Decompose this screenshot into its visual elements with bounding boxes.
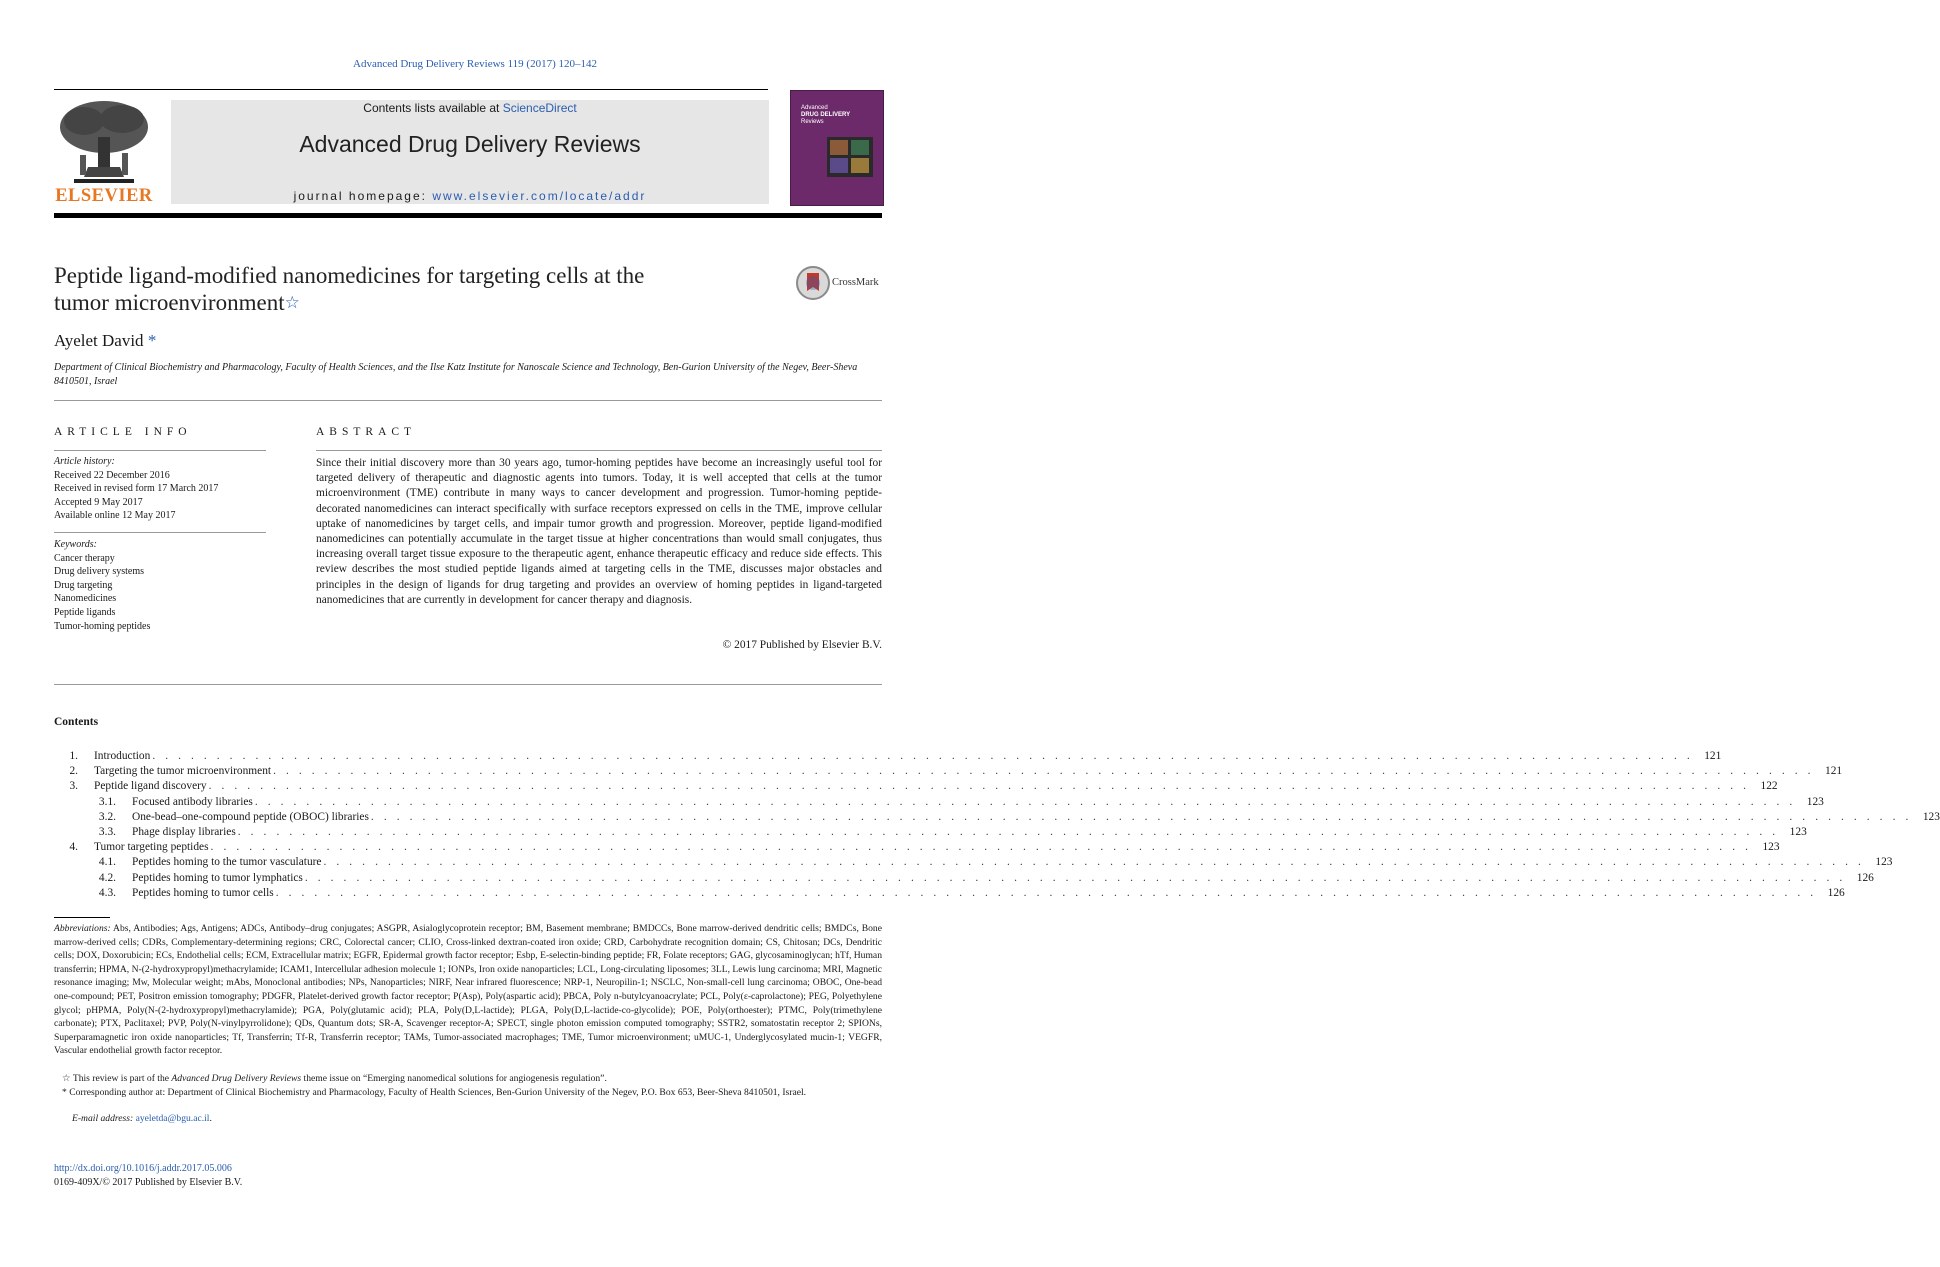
toc-entry-page: 121 (1825, 765, 1843, 778)
toc-entry-title[interactable]: Introduction (94, 750, 151, 762)
cover-title-line1: Advanced (801, 105, 828, 111)
history-label: Article history: (54, 456, 115, 467)
header-top-rule (54, 89, 768, 90)
toc-leader-dots: . . . . . . . . . . . . . . . . . . . . . . . . . . . . . . . . . . . . . . . . . . . . . . . . . . . . . . . . . . . . . . . . . . . . . . . . . . . . . . . . . . . . . . . . . . . . . . . . . . . . . . . . . . . . . . . . . . . . . . . . (323, 856, 1865, 869)
toc-entry-title[interactable]: Phage display libraries (132, 825, 236, 838)
theme-issue-journal: Advanced Drug Delivery Reviews (171, 1073, 302, 1084)
author-corresponding-mark[interactable]: * (147, 331, 157, 350)
toc-entry-page: 123 (1875, 856, 1893, 869)
section-rule (54, 684, 882, 685)
toc-entry[interactable] (54, 886, 1845, 902)
toc-entry-number: 3. (69, 780, 78, 793)
title-footnote-mark[interactable]: ☆ (284, 293, 300, 312)
history-item: Accepted 9 May 2017 (54, 496, 143, 508)
toc-entry-number: 4.2. (98, 871, 116, 884)
journal-cover-thumbnail[interactable] (790, 90, 884, 206)
toc-entry-title[interactable]: Peptides homing to tumor cells (132, 886, 274, 899)
keyword: Nanomedicines (54, 593, 117, 605)
toc-entry-title[interactable]: Focused antibody libraries (132, 795, 253, 808)
abstract-copyright: © 2017 Published by Elsevier B.V. (722, 639, 882, 651)
history-item: Available online 12 May 2017 (54, 510, 176, 522)
contents-heading: Contents (54, 716, 99, 728)
toc-entry-number: 1. (69, 750, 78, 762)
table-of-contents (54, 750, 1940, 902)
history-item: Received 22 December 2016 (54, 469, 170, 481)
article-history (54, 455, 218, 523)
cover-title-line3: Reviews (801, 119, 824, 125)
toc-entry-title[interactable]: Tumor targeting peptides (94, 841, 209, 854)
toc-entry[interactable] (54, 871, 1874, 887)
toc-entry-number: 3.3. (98, 825, 116, 838)
toc-entry-page: 123 (1806, 795, 1824, 808)
toc-entry[interactable] (54, 765, 1843, 780)
abstract-text: Since their initial discovery more than 30 years ago, tumor-homing peptides have become an increasingly useful tool for targeted delivery of therapeutic and diagnostic agents into tumors. Today, it is well accepted that cells at the tumor microenvironment (TME) contribute in many ways to cancer development and progression. Tumor-homing peptide-decorated nanomedicines can interact specifically with surface receptors expressed on cells in the TME, improve cellular uptake of nanomedicines by target cells, and impair tumor growth and progression. Moreover, peptide ligand-modified nanomedicines can potentially accumulate in the target tissue at higher concentrations than would small conjugates, thus increasing overall target tissue exposure to the therapeutic agent, enhance therapeutic efficacy and reduce side effects. This review describes the most studied peptide ligands aimed at targeting cells in the TME, discusses major obstacles and principles in the design of ligands for drug targeting and provides an overview of homing peptides in ligand-targeted nanomedicines that are currently in development for cancer therapy and diagnosis. (316, 457, 882, 606)
email-footnote (72, 1113, 212, 1124)
article-info-rule (54, 450, 266, 451)
contents-available-line (171, 101, 769, 115)
toc-leader-dots: . . . . . . . . . . . . . . . . . . . . . . . . . . . . . . . . . . . . . . . . . . . . . . . . . . . . . . . . . . . . . . . . . . . . . . . . . . . . . . . . . . . . . . . . . . . . . . . . . . . . . . . . . . . . . . . . . . . . . . . . (370, 810, 1912, 823)
keyword: Peptide ligands (54, 606, 116, 618)
keyword: Tumor-homing peptides (54, 620, 151, 632)
keyword: Drug delivery systems (54, 566, 144, 578)
toc-entry-page: 123 (1789, 825, 1807, 838)
toc-entry-number: 4. (69, 841, 78, 854)
toc-entry-title[interactable]: Targeting the tumor microenvironment (94, 765, 272, 778)
footnote-rule (54, 917, 110, 918)
abstract-heading: ABSTRACT (316, 426, 417, 438)
article-info-heading: ARTICLE INFO (54, 426, 192, 438)
keyword: Cancer therapy (54, 552, 115, 564)
toc-leader-dots: . . . . . . . . . . . . . . . . . . . . . . . . . . . . . . . . . . . . . . . . . . . . . . . . . . . . . . . . . . . . . . . . . . . . . . . . . . . . . . . . . . . . . . . . . . . . . . . . . . . . . . . . . . . . . . . . . . . . . . . . (237, 825, 1779, 838)
toc-leader-dots: . . . . . . . . . . . . . . . . . . . . . . . . . . . . . . . . . . . . . . . . . . . . . . . . . . . . . . . . . . . . . . . . . . . . . . . . . . . . . . . . . . . . . . . . . . . . . . . . . . . . . . . . . . . . . . . . . . . . . . . . (152, 750, 1694, 762)
keywords-rule (54, 532, 266, 533)
toc-entry[interactable] (54, 750, 1722, 765)
footnote-asterisk-mark: * (62, 1087, 67, 1098)
toc-entry-page: 122 (1760, 780, 1778, 793)
abstract-rule (316, 450, 882, 451)
journal-name: Advanced Drug Delivery Reviews (299, 131, 641, 157)
crossmark-badge[interactable] (795, 265, 885, 301)
journal-homepage-link[interactable]: www.elsevier.com/locate/addr (432, 189, 647, 203)
toc-entry-number: 3.1. (98, 795, 116, 808)
corresponding-author-footnote (54, 1086, 882, 1100)
author-name: Ayelet David (54, 331, 144, 350)
toc-leader-dots: . . . . . . . . . . . . . . . . . . . . . . . . . . . . . . . . . . . . . . . . . . . . . . . . . . . . . . . . . . . . . . . . . . . . . . . . . . . . . . . . . . . . . . . . . . . . . . . . . . . . . . . . . . . . . . . . . . . . . . . . (304, 871, 1846, 884)
toc-leader-dots: . . . . . . . . . . . . . . . . . . . . . . . . . . . . . . . . . . . . . . . . . . . . . . . . . . . . . . . . . . . . . . . . . . . . . . . . . . . . . . . . . . . . . . . . . . . . . . . . . . . . . . . . . . . . . . . . . . . . . . . . (254, 795, 1796, 808)
cover-image-icon (827, 137, 873, 177)
toc-entry-page: 126 (1856, 871, 1874, 884)
keywords-label: Keywords: (54, 539, 97, 550)
toc-entry-number: 4.3. (98, 886, 116, 899)
elsevier-wordmark: ELSEVIER (55, 186, 153, 206)
sciencedirect-link[interactable]: ScienceDirect (502, 101, 577, 115)
elsevier-tree-icon (54, 97, 154, 185)
theme-issue-footnote (54, 1072, 882, 1086)
abbreviations-text: Abs, Antibodies; Ags, Antigens; ADCs, Antibody–drug conjugates; ASGPR, Asialoglycoprotein receptor; BM, Basement membrane; BMDCCs, Bone marrow-derived dendritic cells; BMDCs, Bone marrow-derived cells; CDRs, Complementary-determining regions; CRC, Colorectal cancer; CLIO, Cross-linked dextran-coated iron oxide; CRD, Carbohydrate recognition domain; CS, Chitosan; DCs, Dendritic cells; DOX, Doxorubicin; ECs, Endothelial cells; ECM, Extracellular matrix; EGFR, Epidermal growth factor receptor; Esbp, E-selectin-binding peptide; FR, Folate receptors; GAG, glycosaminoglycan; hTf, Human transferrin; HPMA, N-(2-hydroxypropyl)methacrylamide; ICAM1, Intercellular adhesion molecule 1; IONPs, Iron oxide nanoparticles; LCL, Long-circulating liposomes; 3LL, Lewis lung carcinoma; MRI, Magnetic resonance imaging; Mw, Molecular weight; mAbs, Monoclonal antibodies; NPs, Nanoparticles; NIRF, Near infrared fluorescence; NRP-1, Neuropilin-1; NSCLC, Non-small-cell lung carcinoma; OBOC, One-bead one-compound; PET, Positron emission tomography; PDGFR, Platelet-derived growth factor receptor; P(Asp), Poly(aspartic acid); PBCA, Poly n-butylcyanoacrylate; PCL, Poly(ε-caprolactone); PEG, Polyethylene glycol; pHPMA, Poly(N-(2-hydroxypropyl)methacrylamide); PGA, Poly(glutamic acid); PLA, Poly(D,L-lactide); PLGA, Poly(D,L-lactide-co-glycolide); POE, Poly(orthoester); PTMC, Poly(trimethylene carbonate); PTX, Paclitaxel; PVP, Poly(N-vinylpyrrolidone); QDs, Quantum dots; SR-A, Scavenger receptor-A; SPECT, single photon emission computed tomography; SSTR2, somatostatin receptor 2; SPIONs, Superparamagnetic iron oxide nanoparticles; Tf, Transferrin; Tf-R, Transferrin receptor; TAMs, Tumor-associated macrophages; TME, Tumor microenvironment; uMUC-1, Underglycosylated mucin-1; VEGFR, Vascular endothelial growth factor receptor. (54, 923, 882, 1057)
keywords-list (54, 538, 150, 633)
title-line-2: tumor microenvironment (54, 290, 285, 315)
toc-leader-dots: . . . . . . . . . . . . . . . . . . . . . . . . . . . . . . . . . . . . . . . . . . . . . . . . . . . . . . . . . . . . . . . . . . . . . . . . . . . . . . . . . . . . . . . . . . . . . . . . . . . . . . . . . . . . . . . . . . . . . . . . (208, 780, 1750, 793)
cover-title-line2: DRUG DELIVERY (801, 112, 851, 118)
journal-citation-link[interactable]: Advanced Drug Delivery Reviews 119 (2017) 120–142 (353, 58, 597, 70)
theme-issue-suffix: theme issue on “Emerging nanomedical solutions for angiogenesis regulation”. (301, 1073, 607, 1084)
author-email-link[interactable]: ayeletda@bgu.ac.il (135, 1113, 210, 1124)
crossmark-label: CrossMark (832, 277, 879, 288)
toc-leader-dots: . . . . . . . . . . . . . . . . . . . . . . . . . . . . . . . . . . . . . . . . . . . . . . . . . . . . . . . . . . . . . . . . . . . . . . . . . . . . . . . . . . . . . . . . . . . . . . . . . . . . . . . . . . . . . . . . . . . . . . . . (275, 886, 1817, 899)
author-line (54, 331, 156, 351)
article-title (54, 262, 754, 316)
toc-leader-dots: . . . . . . . . . . . . . . . . . . . . . . . . . . . . . . . . . . . . . . . . . . . . . . . . . . . . . . . . . . . . . . . . . . . . . . . . . . . . . . . . . . . . . . . . . . . . . . . . . . . . . . . . . . . . . . . . . . . . . . . . (273, 765, 1815, 778)
history-item: Received in revised form 17 March 2017 (54, 483, 219, 495)
crossmark-icon (795, 265, 831, 301)
toc-entry-number: 2. (69, 765, 78, 778)
toc-entry[interactable] (54, 856, 1893, 871)
abbreviations-footnote (54, 922, 882, 1058)
doi-link[interactable]: http://dx.doi.org/10.1016/j.addr.2017.05.006 (54, 1163, 232, 1174)
journal-homepage-line (171, 189, 769, 203)
toc-entry[interactable] (54, 841, 1780, 856)
toc-entry-page: 123 (1762, 841, 1780, 854)
toc-entry-number: 4.1. (98, 856, 116, 869)
email-end: . (209, 1113, 212, 1124)
toc-entry-title[interactable]: Peptides homing to the tumor vasculature (132, 856, 322, 869)
issn-copyright: 0169-409X/© 2017 Published by Elsevier B.V. (54, 1177, 243, 1188)
corresponding-author-text: Corresponding author at: Department of Clinical Biochemistry and Pharmacology, Faculty of Health Sciences, Ben-Gurion University of the Negev, P.O. Box 653, Beer-Sheva 8410501, Israel. (66, 1087, 807, 1098)
header-thick-rule (54, 213, 882, 218)
toc-entry-title[interactable]: One-bead–one-compound peptide (OBOC) libraries (132, 810, 369, 823)
toc-entry-title[interactable]: Peptides homing to tumor lymphatics (132, 871, 303, 884)
email-label: E-mail address: (72, 1113, 136, 1124)
title-line-1: Peptide ligand-modified nanomedicines for targeting cells at the (54, 263, 645, 288)
footnote-star-mark: ☆ (62, 1073, 71, 1084)
toc-entry[interactable] (54, 825, 1807, 841)
keyword: Drug targeting (54, 579, 113, 591)
toc-leader-dots: . . . . . . . . . . . . . . . . . . . . . . . . . . . . . . . . . . . . . . . . . . . . . . . . . . . . . . . . . . . . . . . . . . . . . . . . . . . . . . . . . . . . . . . . . . . . . . . . . . . . . . . . . . . . . . . . . . . . . . . . (210, 841, 1752, 854)
toc-entry-number: 3.2. (98, 810, 116, 823)
abbreviations-label: Abbreviations: (54, 923, 111, 934)
toc-entry[interactable] (54, 780, 1778, 795)
toc-entry-title[interactable]: Peptide ligand discovery (94, 780, 207, 793)
homepage-prefix: journal homepage: (293, 189, 433, 203)
toc-entry-page: 123 (1922, 810, 1940, 823)
theme-issue-prefix: This review is part of the (70, 1073, 172, 1084)
author-affiliation: Department of Clinical Biochemistry and Pharmacology, Faculty of Health Sciences, and the Ilse Katz Institute for Nanoscale Science and Technology, Ben-Gurion University of the Negev, Beer-Sheva 8410501, Israel (54, 362, 858, 387)
toc-entry[interactable] (54, 795, 1824, 811)
section-rule (54, 400, 882, 401)
toc-entry-page: 121 (1704, 750, 1722, 762)
toc-entry-page: 126 (1827, 886, 1845, 899)
contents-prefix: Contents lists available at (363, 101, 503, 115)
toc-entry[interactable] (54, 810, 1940, 826)
